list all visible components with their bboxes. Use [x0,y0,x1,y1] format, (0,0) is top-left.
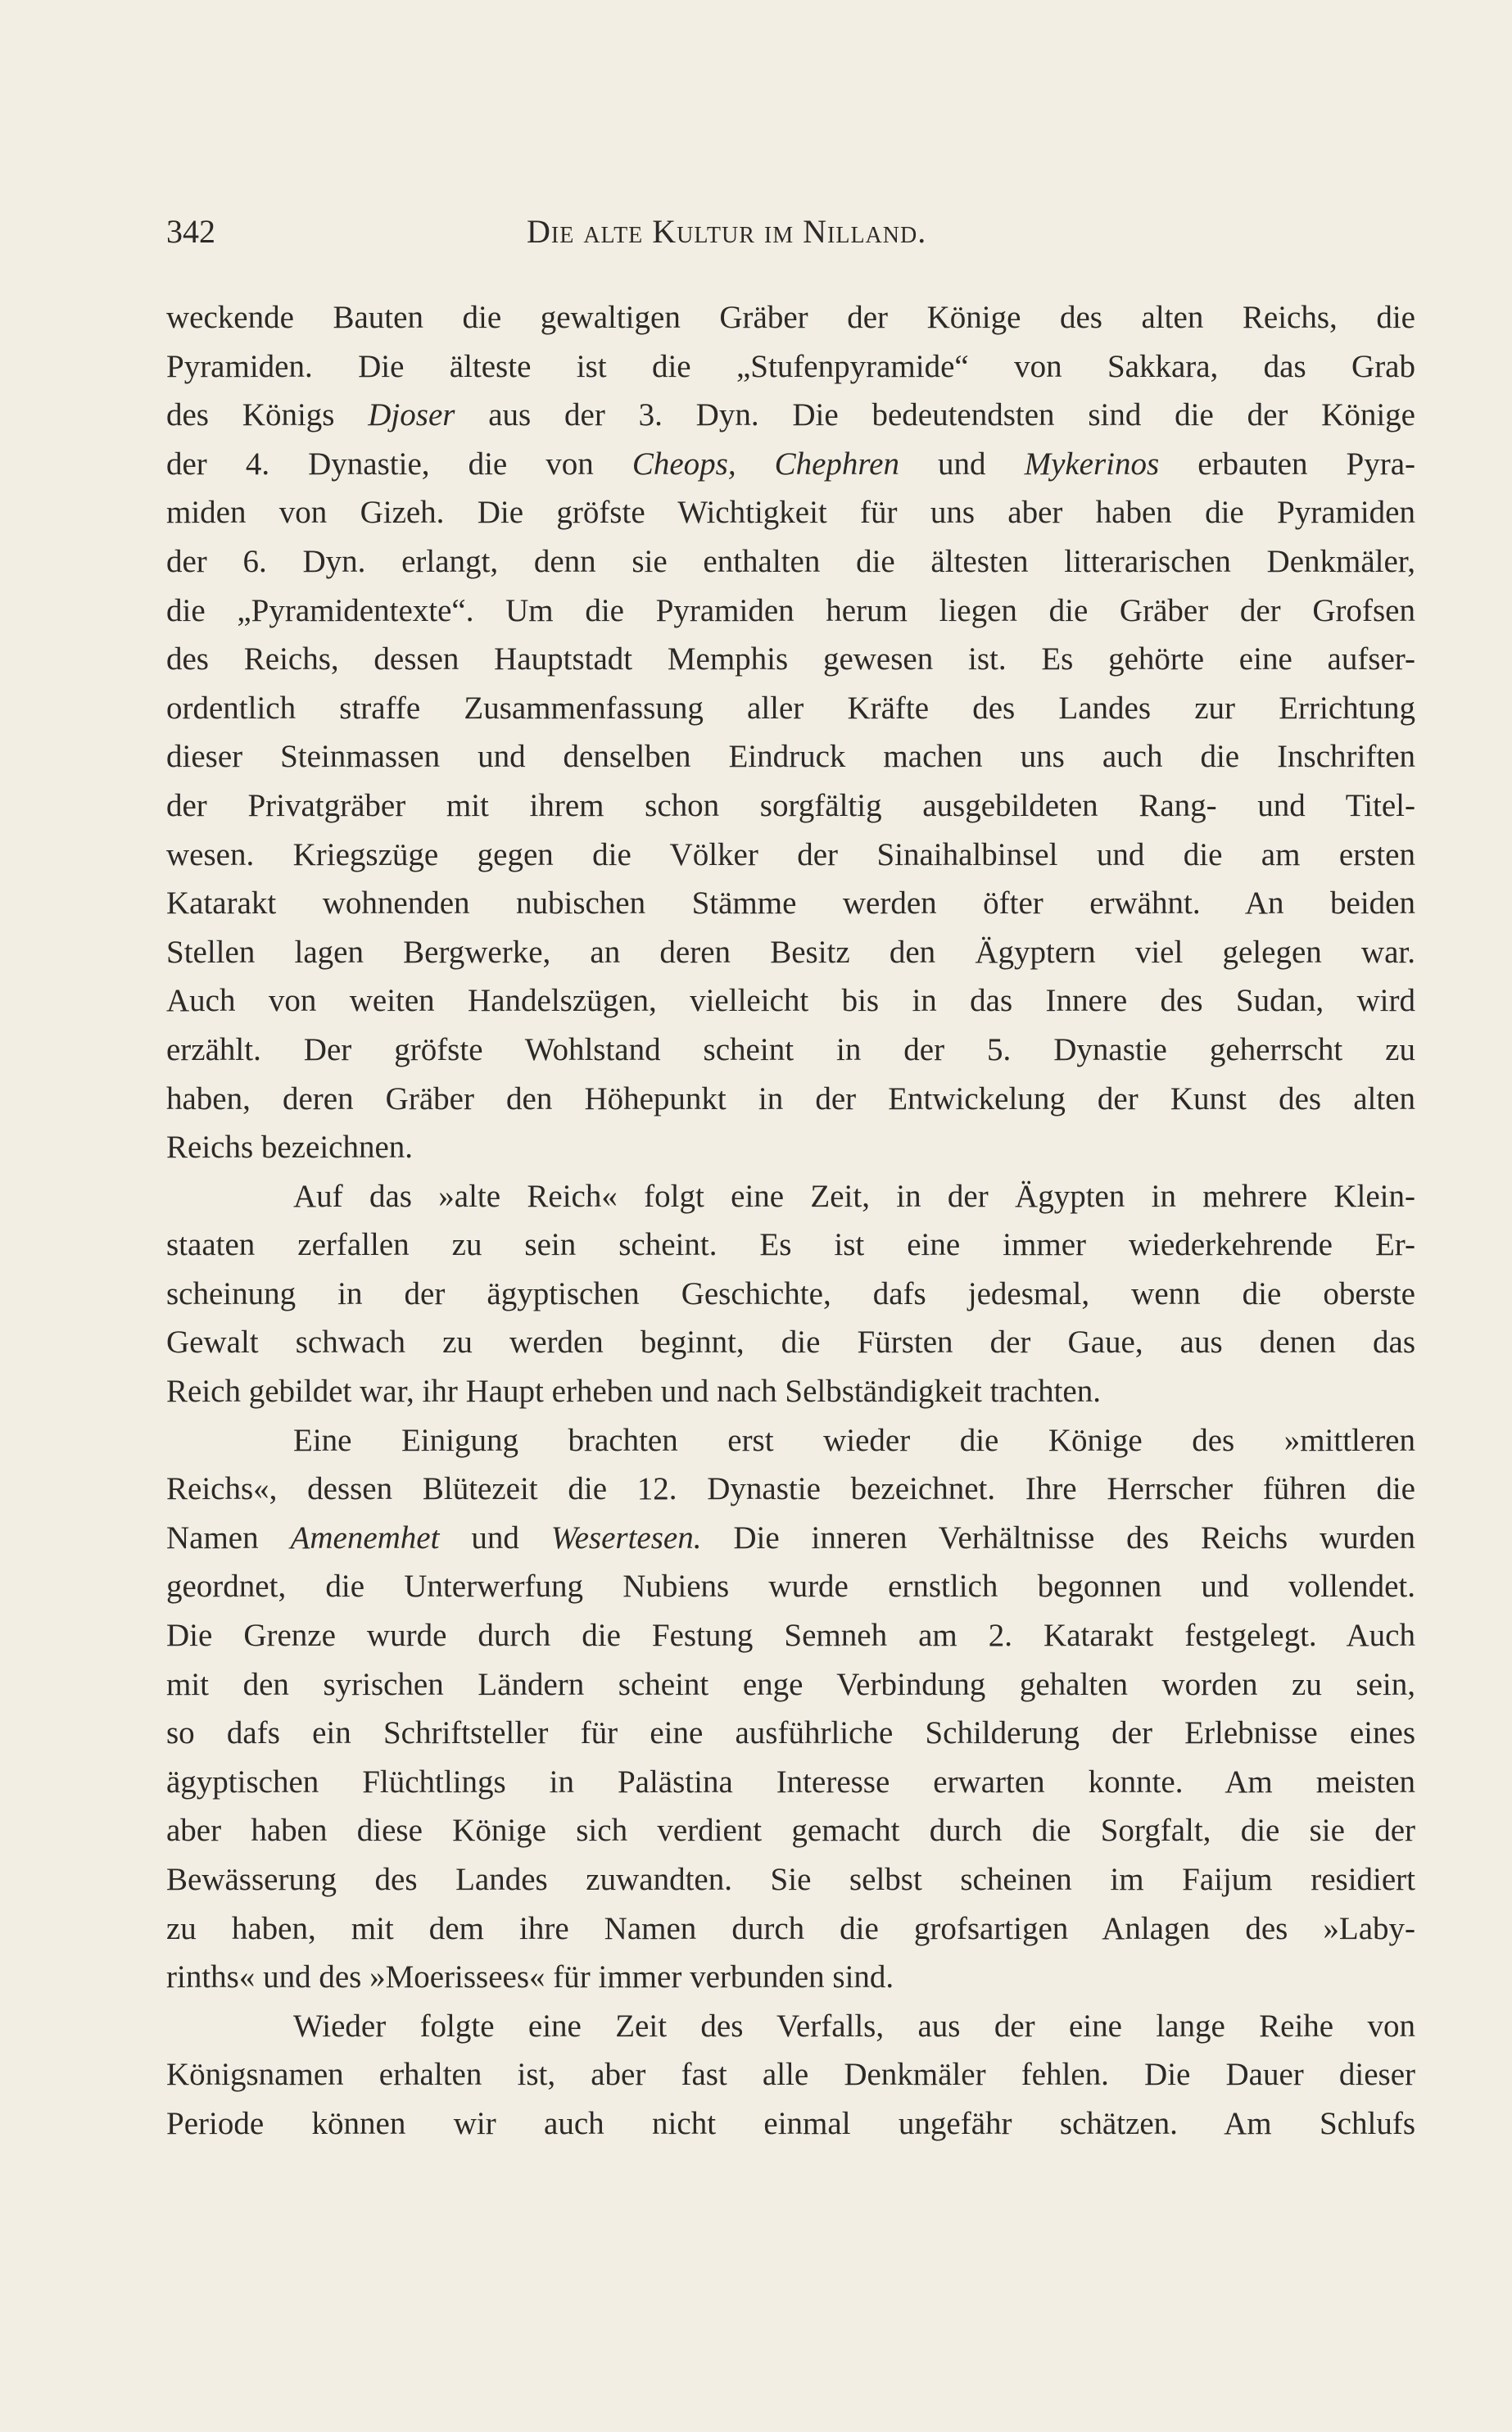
text-line: Katarakt wohnenden nubischen Stämme werden öfter erwähnt. An beiden [166,885,1415,922]
text-line: so dafs ein Schriftsteller für eine ausführliche Schilderung der Erlebnisse eines [166,1715,1415,1751]
text-line: der Privatgräber mit ihrem schon sorgfältig ausgebildeten Rang- und Titel- [166,787,1415,823]
text-line: wesen. Kriegszüge gegen die Völker der Sinaihalbinsel und die am ersten [166,836,1415,872]
text-line: miden von Gizeh. Die gröfste Wichtigkeit für uns aber haben die Pyramiden [166,495,1415,531]
text-line: Reich gebildet war, ihr Haupt erheben und nach Selbständigkeit trachten. [166,1374,1101,1410]
text-line: Reichs bezeichnen. [166,1130,414,1166]
paragraph [166,1172,1415,1416]
text-line: Namen Amenemhet und Wesertesen. Die inneren Verhältnisse des Reichs wurden [166,1519,1416,1556]
text-line: aber haben diese Könige sich verdient gemacht durch die Sorgfalt, die sie der [166,1813,1415,1849]
text-line: weckende Bauten die gewaltigen Gräber der Könige des alten Reichs, die [166,300,1415,335]
text-line: geordnet, die Unterwerfung Nubiens wurde ernstlich begonnen und vollendet. [166,1569,1415,1605]
text-line: Gewalt schwach zu werden beginnt, die Fürsten der Gaue, aus denen das [166,1325,1415,1361]
text-line: der 4. Dynastie, die von Cheops, Chephren und Mykerinos erbauten Pyra- [166,446,1416,482]
text-line: Eine Einigung brachten erst wieder die Könige des »mittleren [293,1422,1415,1458]
italic-name: Amenemhet [290,1519,440,1556]
text-line: erzählt. Der gröfste Wohlstand scheint in der 5. Dynastie geherrscht zu [166,1031,1415,1067]
text-line: des Königs Djoser aus der 3. Dyn. Die bedeutendsten sind die der Könige [166,397,1415,433]
text-line: scheinung in der ägyptischen Geschichte, dafs jedesmal, wenn die oberste [166,1275,1415,1311]
text-line: mit den syrischen Ländern scheint enge Verbindung gehalten worden zu sein, [166,1666,1415,1702]
text-line: staaten zerfallen zu sein scheint. Es ist eine immer wiederkehrende Er- [166,1227,1415,1263]
text-line: Stellen lagen Bergwerke, an deren Besitz den Ägyptern viel gelegen war. [166,934,1415,970]
italic-name: Mykerinos [1024,446,1160,482]
text-line: der 6. Dyn. erlangt, denn sie enthalten die ältesten litterarischen Denkmäler, [166,543,1415,579]
text-line: Bewässerung des Landes zuwandten. Sie selbst scheinen im Faijum residiert [166,1862,1415,1897]
text-line: Auf das »alte Reich« folgt eine Zeit, in der Ägypten in mehrere Klein- [293,1178,1415,1214]
text-line: haben, deren Gräber den Höhepunkt in der Entwickelung der Kunst des alten [166,1080,1415,1116]
page-header [166,211,1067,252]
paragraph [166,293,1415,1172]
text-line: Königsnamen erhalten ist, aber fast alle Denkmäler fehlen. Die Dauer dieser [166,2057,1415,2093]
text-line: Pyramiden. Die älteste ist die „Stufenpyramide“ von Sakkara, das Grab [166,348,1415,384]
text-line: Die Grenze wurde durch die Festung Semneh am 2. Katarakt festgelegt. Auch [166,1618,1415,1654]
text-line: rinths« und des »Moerissees« für immer verbunden sind. [166,1959,894,1995]
italic-name: Djoser [368,397,455,433]
text-line: Auch von weiten Handelszügen, vielleicht bis in das Innere des Sudan, wird [166,983,1415,1019]
body-text [166,293,1415,2149]
text-line: Reichs«, dessen Blütezeit die 12. Dynastie bezeichnet. Ihre Herrscher führen die [166,1471,1415,1507]
text-line: Wieder folgte eine Zeit des Verfalls, aus der eine lange Reihe von [293,2008,1415,2044]
text-line: ordentlich straffe Zusammenfassung aller Kräfte des Landes zur Errichtung [166,690,1415,726]
text-line: des Reichs, dessen Hauptstadt Memphis gewesen ist. Es gehörte eine aufser- [166,641,1415,677]
italic-name: Wesertesen. [550,1519,702,1556]
text-line: Periode können wir auch nicht einmal ungefähr schätzen. Am Schlufs [166,2105,1415,2141]
text-line: ägyptischen Flüchtlings in Palästina Interesse erwarten konnte. Am meisten [166,1764,1415,1800]
paragraph [166,1416,1415,2002]
paragraph [166,2002,1415,2149]
page-number: 342 [166,213,215,250]
text-line: zu haben, mit dem ihre Namen durch die grofsartigen Anlagen des »Laby- [166,1910,1415,1946]
text-line: dieser Steinmassen und denselben Eindruck machen uns auch die Inschriften [166,739,1415,775]
text-line: die „Pyramidentexte“. Um die Pyramiden herum liegen die Gräber der Grofsen [166,592,1415,628]
running-title: Die alte Kultur im Nilland. [527,213,927,250]
italic-name: Cheops, Chephren [632,446,899,482]
